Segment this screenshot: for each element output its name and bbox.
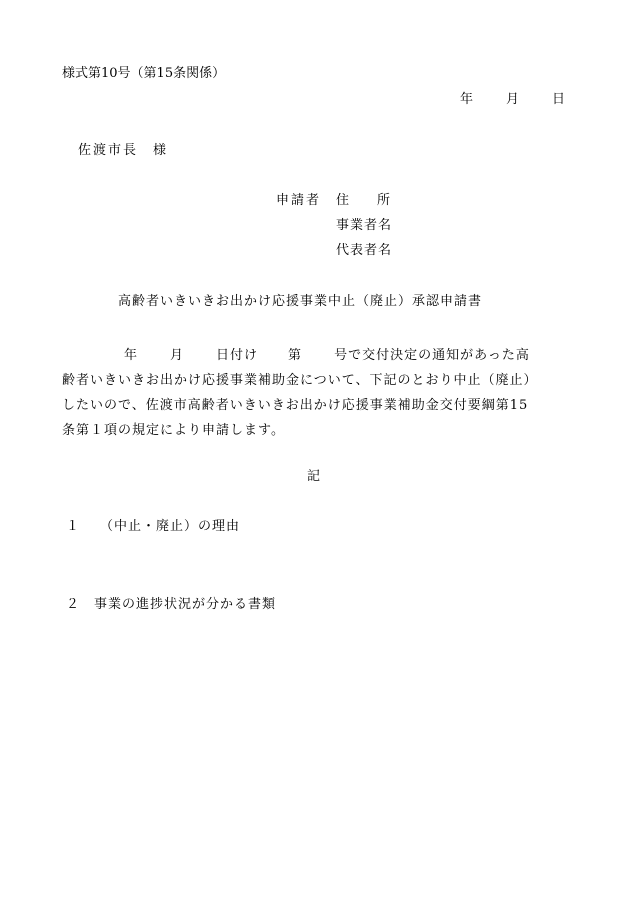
- body-dai: 第: [288, 348, 303, 363]
- body-year-unit: 年: [124, 348, 139, 363]
- document-title: 高齢者いきいきお出かけ応援事業中止（廃止）承認申請書: [118, 294, 483, 309]
- item-text: （中止・廃止）の理由: [100, 519, 241, 534]
- body-paragraph: [62, 343, 567, 443]
- representative-label: 代表者名: [336, 243, 393, 258]
- address-char-2: 所: [377, 193, 391, 208]
- body-line-2: 齢者いきいきお出かけ応援事業補助金について、下記のとおり中止（廃止）: [62, 373, 538, 388]
- list-item: [66, 597, 276, 613]
- business-name-label: 事業者名: [336, 218, 393, 233]
- address-char-1: 住: [336, 193, 350, 208]
- date-month-unit: 月: [506, 92, 520, 107]
- body-day-unit: 日付け: [216, 348, 259, 363]
- applicant-label: 申請者: [276, 193, 322, 208]
- body-line-1-rest: 号で交付決定の通知があった高: [334, 348, 530, 363]
- date-year-unit: 年: [460, 92, 474, 107]
- item-number: ２: [66, 597, 81, 612]
- ki-heading: 記: [307, 469, 321, 484]
- applicant-address-label: [336, 193, 390, 209]
- date-line: [460, 92, 565, 108]
- date-day-unit: 日: [552, 92, 566, 107]
- body-line-4: 条第１項の規定により申請します。: [62, 423, 285, 438]
- item-number: １: [66, 519, 81, 534]
- item-text: 事業の進捗状況が分かる書類: [94, 597, 277, 612]
- body-line-3: したいので、佐渡市高齢者いきいきお出かけ応援事業補助金交付要綱第15: [62, 398, 529, 413]
- body-line-1: [62, 343, 567, 368]
- list-item: [66, 519, 240, 535]
- form-number: 様式第10号（第15条関係）: [62, 66, 226, 81]
- addressee: 佐渡市長 様: [78, 143, 169, 158]
- body-month-unit: 月: [170, 348, 185, 363]
